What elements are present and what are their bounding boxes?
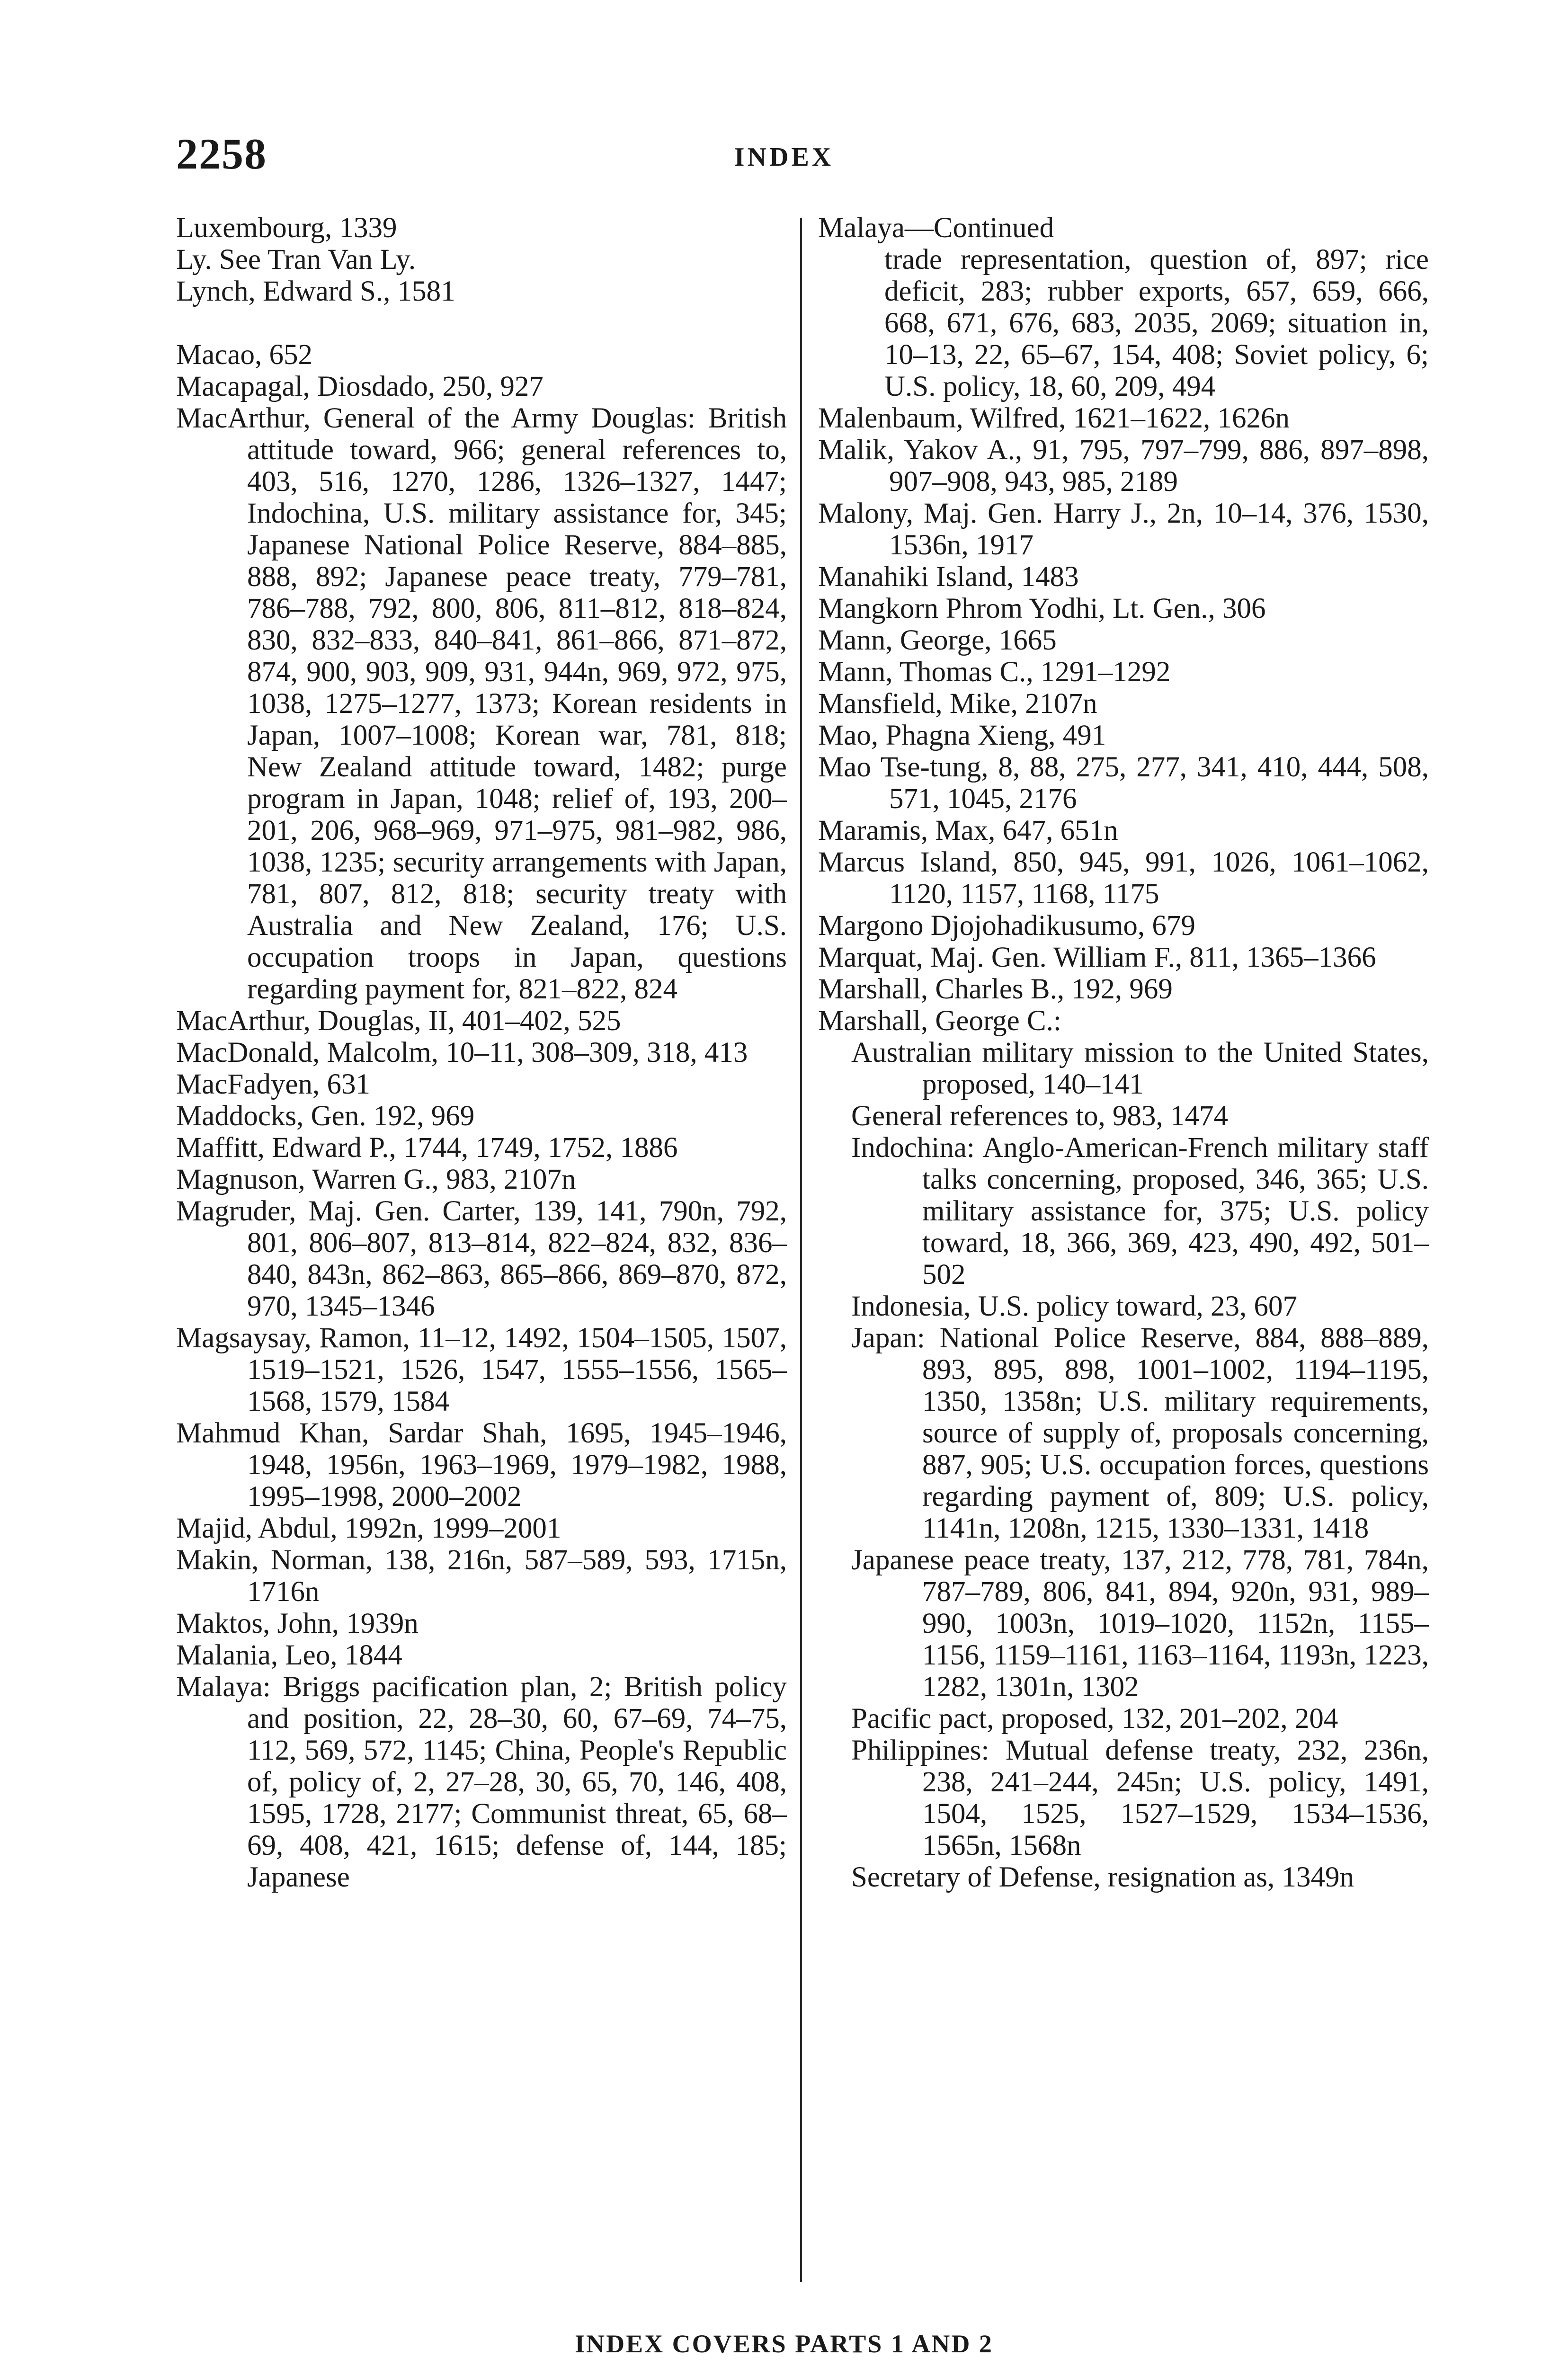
sub-entry: Philippines: Mutual defense treaty, 232, 236n, 238, 241–244, 245n; U.S. policy, 1491, 1504, 1525, 1527–1529, 1534–1536, 1565n, 1568n <box>851 1735 1429 1861</box>
index-entry: Ly. See Tran Van Ly. <box>176 244 416 276</box>
index-entry: Magnuson, Warren G., 983, 2107n <box>176 1164 576 1195</box>
right-column <box>818 212 1429 1893</box>
index-entry: Magsaysay, Ramon, 11–12, 1492, 1504–1505, 1507, 1519–1521, 1526, 1547, 1555–1556, 1565–1568, 1579, 1584 <box>176 1322 787 1417</box>
sub-entry: Pacific pact, proposed, 132, 201–202, 204 <box>851 1703 1338 1735</box>
sub-entry: Japanese peace treaty, 137, 212, 778, 781, 784n, 787–789, 806, 841, 894, 920n, 931, 989–990, 1003n, 1019–1020, 1152n, 1155–1156, 1159–1161, 1163–1164, 1193n, 1223, 1282, 1301n, 1302 <box>851 1544 1429 1703</box>
sub-entry: Indonesia, U.S. policy toward, 23, 607 <box>851 1290 1297 1322</box>
index-entry: Mao, Phagna Xieng, 491 <box>818 720 1106 751</box>
index-entry: Macao, 652 <box>176 339 312 371</box>
index-entry: MacArthur, General of the Army Douglas: British attitude toward, 966; general references to, 403, 516, 1270, 1286, 1326–1327, 1447; Indochina, U.S. military assistance for, 345; Japanese National Police Reserve, 884–885, 888, 892; Japanese peace treaty, 779–781, 786–788, 792, 800, 806, 811–812, 818–824, 830, 832–833, 840–841, 861–866, 871–872, 874, 900, 903, 909, 931, 944n, 969, 972, 975, 1038, 1275–1277, 1373; Korean residents in Japan, 1007–1008; Korean war, 781, 818; New Zealand attitude toward, 1482; purge program in Japan, 1048; relief of, 193, 200–201, 206, 968–969, 971–975, 981–982, 986, 1038, 1235; security arrangements with Japan, 781, 807, 812, 818; security treaty with Australia and New Zealand, 176; U.S. occupation troops in Japan, questions regarding payment for, 821–822, 824 <box>176 402 787 1005</box>
index-entry: Malania, Leo, 1844 <box>176 1639 402 1671</box>
index-entry: Mao Tse-tung, 8, 88, 275, 277, 341, 410, 444, 508, 571, 1045, 2176 <box>818 751 1429 815</box>
sub-entry: Indochina: Anglo-American-French military staff talks concerning, proposed, 346, 365; U.S. military assistance for, 375; U.S. policy toward, 18, 366, 369, 423, 490, 492, 501–502 <box>851 1132 1429 1290</box>
running-head: INDEX <box>734 142 834 172</box>
column-divider <box>800 218 802 2282</box>
index-entry: Malik, Yakov A., 91, 795, 797–799, 886, 897–898, 907–908, 943, 985, 2189 <box>818 434 1429 498</box>
sub-entry: General references to, 983, 1474 <box>851 1100 1229 1132</box>
index-entry: MacArthur, Douglas, II, 401–402, 525 <box>176 1005 621 1037</box>
index-entry: Mann, George, 1665 <box>818 624 1057 656</box>
index-entry: Marshall, Charles B., 192, 969 <box>818 973 1173 1005</box>
index-entry: MacDonald, Malcolm, 10–11, 308–309, 318, 413 <box>176 1037 748 1068</box>
index-entry: Marshall, George C.: <box>818 1005 1061 1037</box>
index-entry: Maktos, John, 1939n <box>176 1608 419 1639</box>
footer-note: INDEX COVERS PARTS 1 AND 2 <box>575 2330 993 2358</box>
letter-gap <box>176 307 787 339</box>
index-entry: Mangkorn Phrom Yodhi, Lt. Gen., 306 <box>818 593 1266 624</box>
sub-entry: Australian military mission to the United States, proposed, 140–141 <box>851 1037 1429 1100</box>
sub-entry: Japan: National Police Reserve, 884, 888–889, 893, 895, 898, 1001–1002, 1194–1195, 1350, 1358n; U.S. military requirements, source of supply of, proposals concerning, 887, 905; U.S. occupation forces, questions regarding payment of, 809; U.S. policy, 1141n, 1208n, 1215, 1330–1331, 1418 <box>851 1322 1429 1544</box>
index-entry: Lynch, Edward S., 1581 <box>176 276 455 307</box>
continued-heading: Malaya—Continued <box>818 212 1054 244</box>
index-entry: Malony, Maj. Gen. Harry J., 2n, 10–14, 376, 1530, 1536n, 1917 <box>818 498 1429 561</box>
index-entry: Marcus Island, 850, 945, 991, 1026, 1061–1062, 1120, 1157, 1168, 1175 <box>818 846 1429 910</box>
index-entry: Malenbaum, Wilfred, 1621–1622, 1626n <box>818 402 1290 434</box>
sub-entry: Secretary of Defense, resignation as, 1349n <box>851 1861 1354 1893</box>
index-entry: Luxembourg, 1339 <box>176 212 397 244</box>
index-entry: Magruder, Maj. Gen. Carter, 139, 141, 790n, 792, 801, 806–807, 813–814, 822–824, 832, 836–840, 843n, 862–863, 865–866, 869–870, 872, 970, 1345–1346 <box>176 1195 787 1322</box>
index-entry: Mahmud Khan, Sardar Shah, 1695, 1945–1946, 1948, 1956n, 1963–1969, 1979–1982, 1988, 1995–1998, 2000–2002 <box>176 1417 787 1513</box>
index-entry: MacFadyen, 631 <box>176 1068 370 1100</box>
index-entry: Malaya: Briggs pacification plan, 2; British policy and position, 22, 28–30, 60, 67–69, 74–75, 112, 569, 572, 1145; China, People's Republic of, policy of, 2, 27–28, 30, 65, 70, 146, 408, 1595, 1728, 2177; Communist threat, 65, 68–69, 408, 421, 1615; defense of, 144, 185; Japanese <box>176 1671 787 1893</box>
index-entry: Maddocks, Gen. 192, 969 <box>176 1100 475 1132</box>
index-entry: Mann, Thomas C., 1291–1292 <box>818 656 1171 688</box>
index-entry: Manahiki Island, 1483 <box>818 561 1079 593</box>
index-entry: Macapagal, Diosdado, 250, 927 <box>176 371 543 402</box>
index-entry: Majid, Abdul, 1992n, 1999–2001 <box>176 1513 561 1544</box>
index-entry: Makin, Norman, 138, 216n, 587–589, 593, 1715n, 1716n <box>176 1544 787 1608</box>
index-entry: Margono Djojohadikusumo, 679 <box>818 910 1195 942</box>
left-column <box>176 212 787 1893</box>
index-entry: Mansfield, Mike, 2107n <box>818 688 1097 720</box>
continued-entry: trade representation, question of, 897; rice deficit, 283; rubber exports, 657, 659, 666, 668, 671, 676, 683, 2035, 2069; situation in, 10–13, 22, 65–67, 154, 408; Soviet policy, 6; U.S. policy, 18, 60, 209, 494 <box>884 244 1429 402</box>
page-number: 2258 <box>176 130 267 178</box>
index-entry: Maramis, Max, 647, 651n <box>818 815 1118 846</box>
index-entry: Marquat, Maj. Gen. William F., 811, 1365–1366 <box>818 942 1376 973</box>
index-entry: Maffitt, Edward P., 1744, 1749, 1752, 1886 <box>176 1132 678 1164</box>
